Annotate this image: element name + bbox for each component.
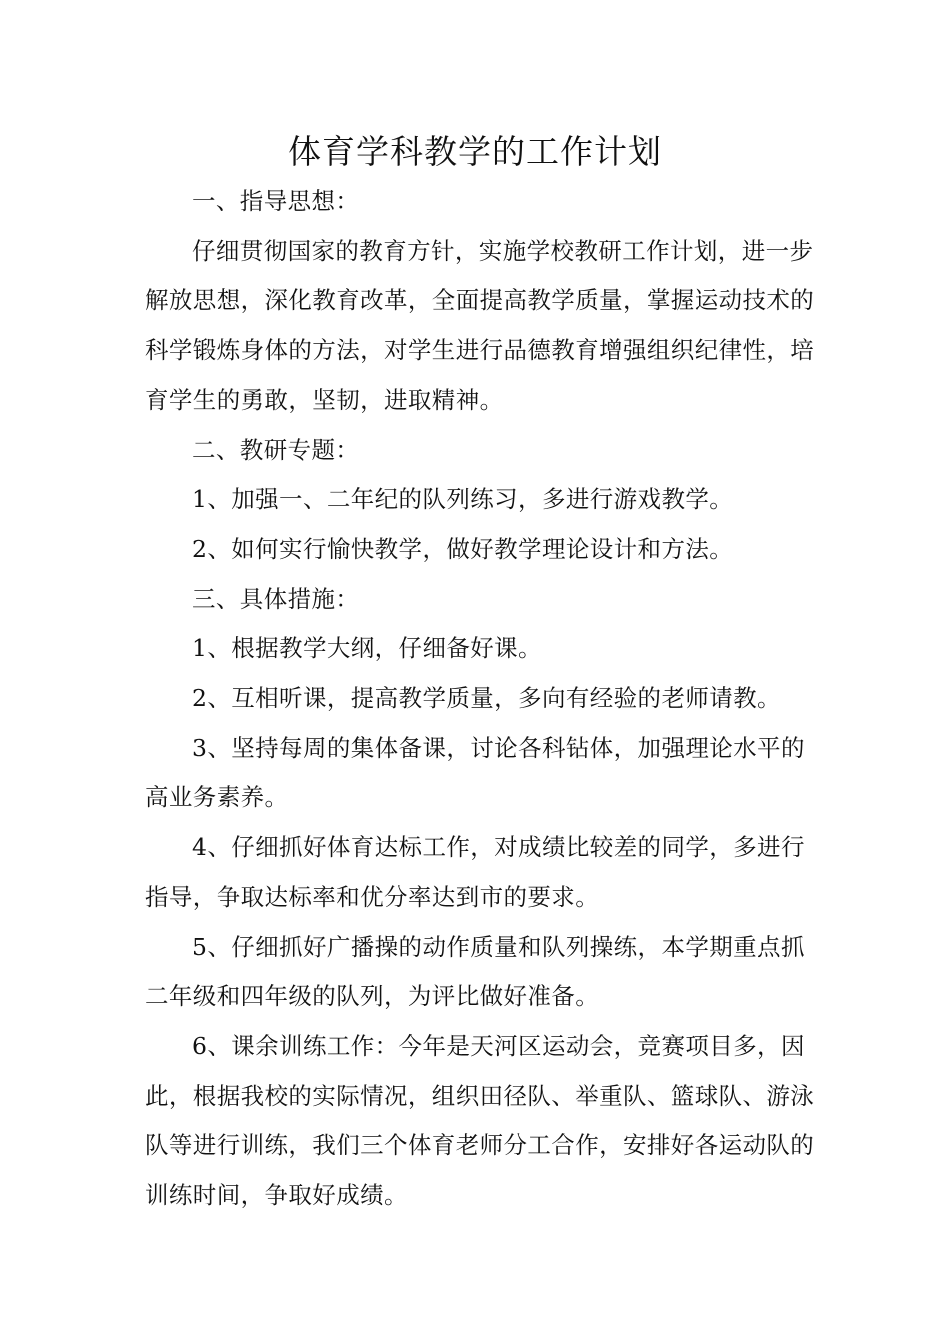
document-title: 体育学科教学的工作计划 <box>288 132 662 171</box>
paragraph-guiding-ideology: 仔细贯彻国家的教育方针，实施学校教研工作计划，进一步解放思想，深化教育改革，全面提高教学质量，掌握运动技术的科学锻炼身体的方法，对学生进行品德教育增强组织纪律性，培育学生的勇敢，坚韧，进取精神。 <box>145 236 815 414</box>
list-item-measure-6: 6、课余训练工作：今年是天河区运动会，竞赛项目多，因此，根据我校的实际情况，组织田径队、举重队、篮球队、游泳队等进行训练，我们三个体育老师分工合作，安排好各运动队的训练时间，争取好成绩。 <box>145 1031 815 1210</box>
heading-guiding-ideology: 一、指导思想： <box>192 187 360 215</box>
document-body <box>145 177 815 1221</box>
list-item-measure-2: 2、互相听课，提高教学质量，多向有经验的老师请教。 <box>192 684 781 713</box>
list-item-measure-1: 1、根据教学大纲，仔细备好课。 <box>192 634 542 663</box>
list-item-topic-2: 2、如何实行愉快教学，做好教学理论设计和方法。 <box>192 534 734 563</box>
list-item-measure-4: 4、仔细抓好体育达标工作，对成绩比较差的同学，多进行指导，争取达标率和优分率达到市的要求。 <box>145 833 805 911</box>
list-item-measure-3: 3、坚持每周的集体备课，讨论各科钻体，加强理论水平的高业务素养。 <box>145 733 805 812</box>
heading-specific-measures: 三、具体措施： <box>192 584 360 613</box>
list-item-measure-5: 5、仔细抓好广播操的动作质量和队列操练，本学期重点抓二年级和四年级的队列，为评比做好准备。 <box>145 932 805 1011</box>
list-item-topic-1: 1、加强一、二年纪的队列练习，多进行游戏教学。 <box>192 485 734 514</box>
heading-research-topics: 二、教研专题： <box>192 435 360 464</box>
